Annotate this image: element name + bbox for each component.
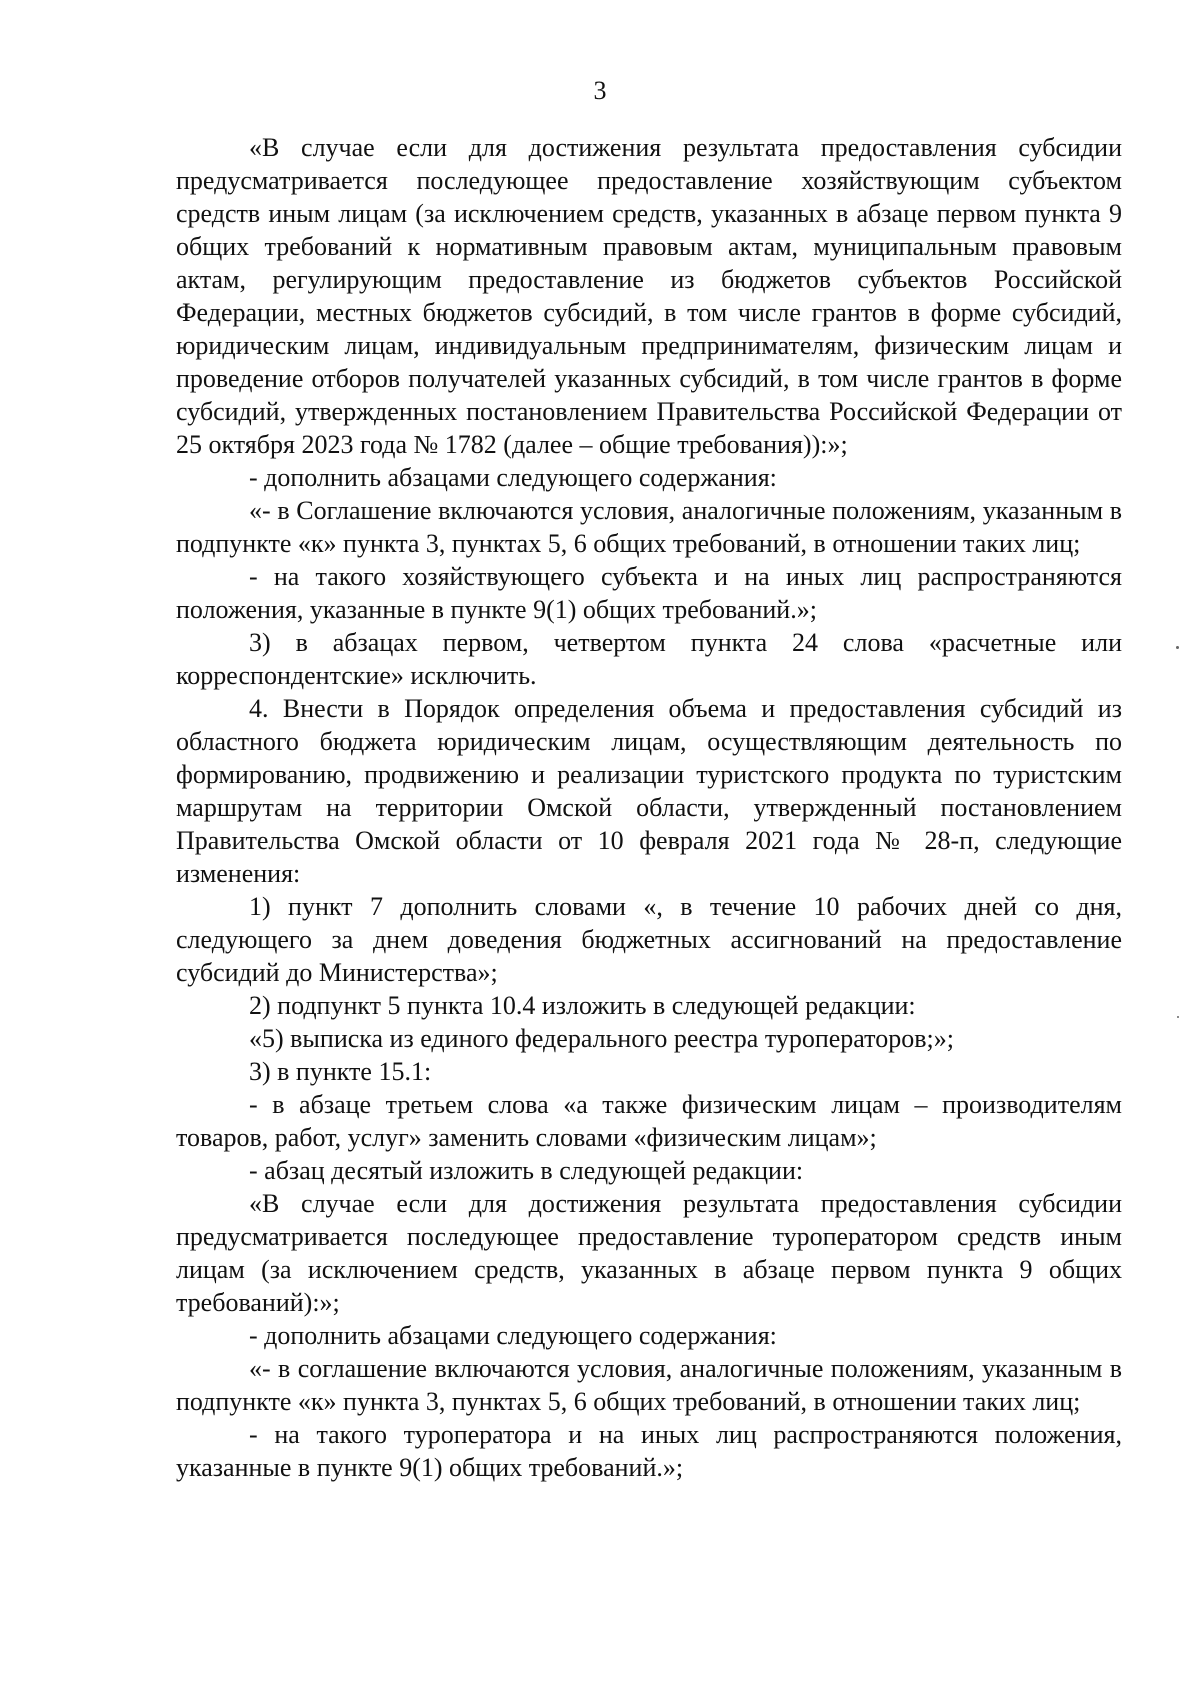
paragraph: - в абзаце третьем слова «а также физическим лицам – производителям товаров, работ, услуг» заменить словами «физическим лицам»; bbox=[176, 1090, 1122, 1152]
paragraph: «5) выписка из единого федерального реестра туроператоров;»; bbox=[249, 1024, 954, 1053]
paragraph: - дополнить абзацами следующего содержания: bbox=[249, 1321, 777, 1350]
paragraph: - на такого хозяйствующего субъекта и на иных лиц распространяются положения, указанные в пункте 9(1) общих требований.»; bbox=[176, 562, 1122, 624]
scan-speck bbox=[1176, 646, 1179, 649]
paragraph: «В случае если для достижения результата предоставления субсидии предусматривается последующее предоставление туроператором средств иным лицам (за исключением средств, указанных в абзаце первом пункта 9 общих требований):»; bbox=[176, 1189, 1122, 1317]
paragraph: «- в Соглашение включаются условия, аналогичные положениям, указанным в подпункте «к» пункта 3, пунктах 5, 6 общих требований, в отношении таких лиц; bbox=[176, 496, 1122, 558]
paragraph: 4. Внести в Порядок определения объема и предоставления субсидий из областного бюджета юридическим лицам, осуществляющим деятельность по формированию, продвижению и реализации туристского продукта по туристским маршрутам на территории Омской области, утвержденный постановлением Правительства Омской области от 10 февраля 2021 года № 28-п, следующие изменения: bbox=[176, 694, 1122, 888]
paragraph: 3) в пункте 15.1: bbox=[249, 1057, 432, 1086]
paragraph: 2) подпункт 5 пункта 10.4 изложить в следующей редакции: bbox=[249, 991, 916, 1020]
paragraph: «В случае если для достижения результата предоставления субсидии предусматривается последующее предоставление хозяйствующим субъектом средств иным лицам (за исключением средств, указанных в абзаце первом пункта 9 общих требований к нормативным правовым актам, муниципальным правовым актам, регулирующим предоставление из бюджетов субъектов Российской Федерации, местных бюджетов субсидий, в том числе грантов в форме субсидий, юридическим лицам, индивидуальным предпринимателям, физическим лицам и проведение отборов получателей указанных субсидий, в том числе грантов в форме субсидий, утвержденных постановлением Правительства Российской Федерации от 25 октября 2023 года № 1782 (далее – общие требования)):»; bbox=[176, 133, 1122, 459]
paragraph: «- в соглашение включаются условия, аналогичные положениям, указанным в подпункте «к» пункта 3, пунктах 5, 6 общих требований, в отношении таких лиц; bbox=[176, 1354, 1122, 1416]
document-body bbox=[176, 131, 1122, 1484]
paragraph: - дополнить абзацами следующего содержания: bbox=[249, 463, 777, 492]
page-number: 3 bbox=[593, 76, 607, 105]
paragraph: 3) в абзацах первом, четвертом пункта 24 слова «расчетные или корреспондентские» исключить. bbox=[176, 628, 1122, 690]
scan-speck bbox=[1177, 1016, 1179, 1018]
paragraph: 1) пункт 7 дополнить словами «, в течение 10 рабочих дней со дня, следующего за днем доведения бюджетных ассигнований на предоставление субсидий до Министерства»; bbox=[176, 892, 1122, 987]
paragraph: - на такого туроператора и на иных лиц распространяются положения, указанные в пункте 9(1) общих требований.»; bbox=[176, 1420, 1122, 1482]
paragraph: - абзац десятый изложить в следующей редакции: bbox=[249, 1156, 804, 1185]
